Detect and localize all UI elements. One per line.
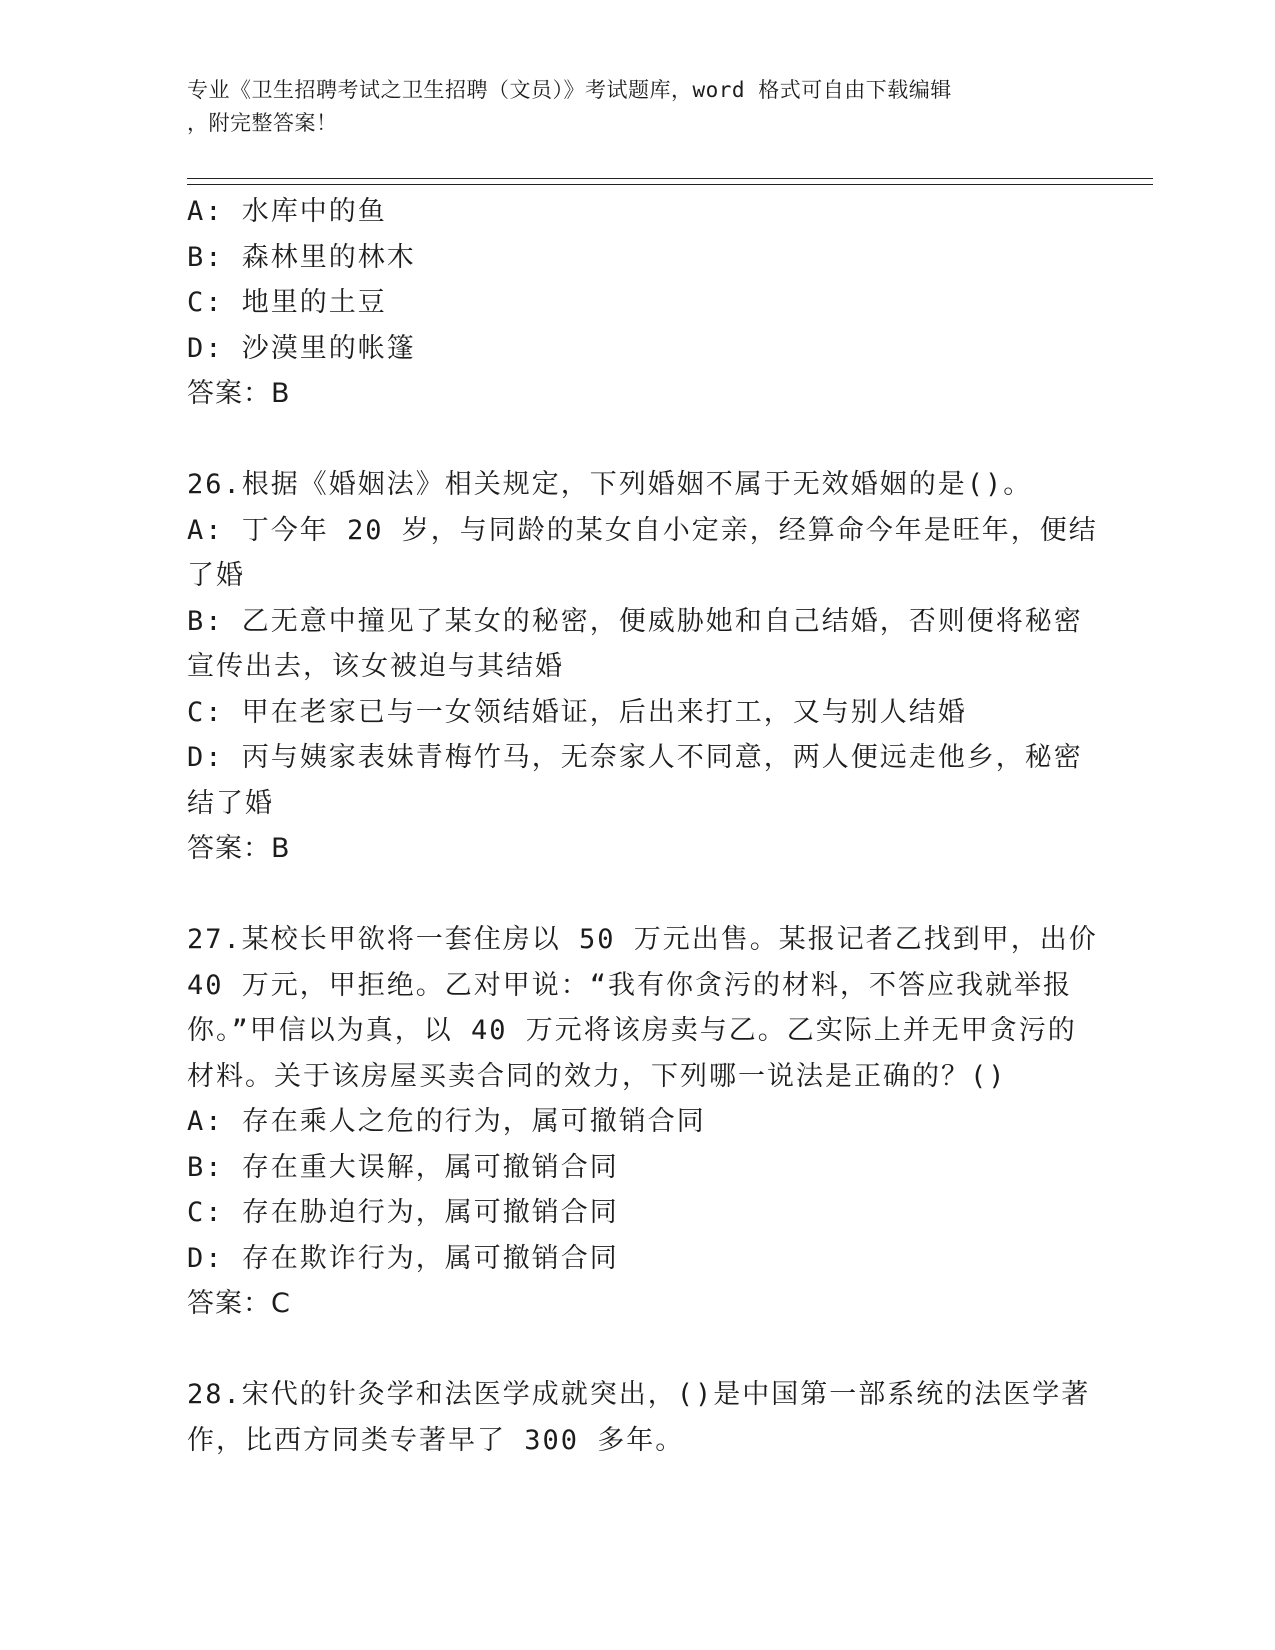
option-c: C: 甲在老家已与一女领结婚证，后出来打工，又与别人结婚 bbox=[187, 696, 967, 728]
option-b: B: 存在重大误解，属可撤销合同 bbox=[187, 1151, 619, 1183]
question-text: 27.某校长甲欲将一套住房以 50 万元出售。某报记者乙找到甲，出价 bbox=[187, 924, 1098, 955]
question-spacer bbox=[187, 872, 1067, 918]
option-a: A: 丁今年 20 岁，与同龄的某女自小定亲，经算命今年是旺年，便结 bbox=[187, 514, 1098, 546]
question-text: 作，比西方同类专著早了 300 多年。 bbox=[187, 1424, 685, 1456]
option-d: D: 存在欺诈行为，属可撤销合同 bbox=[187, 1242, 619, 1274]
option-a: A: 存在乘人之危的行为，属可撤销合同 bbox=[187, 1106, 706, 1137]
answer: 答案：B bbox=[187, 833, 291, 864]
option-a-continued: 了婚 bbox=[187, 560, 245, 591]
option-b: B: 乙无意中撞见了某女的秘密，便威胁她和自己结婚，否则便将秘密 bbox=[187, 605, 1083, 637]
question-text: 28.宋代的针灸学和法医学成就突出，()是中国第一部系统的法医学著 bbox=[187, 1379, 1091, 1410]
option-d-continued: 结了婚 bbox=[187, 787, 274, 819]
question-spacer bbox=[187, 417, 1067, 463]
option-c: C: 地里的土豆 bbox=[187, 287, 387, 318]
question-spacer bbox=[187, 1327, 1067, 1373]
header-divider-top bbox=[187, 178, 1153, 179]
document-header bbox=[187, 74, 1067, 140]
answer: 答案：B bbox=[187, 378, 291, 409]
option-d: D: 沙漠里的帐篷 bbox=[187, 332, 416, 364]
question-25 bbox=[187, 189, 1067, 417]
question-27 bbox=[187, 917, 1098, 1327]
header-divider-bottom bbox=[187, 184, 1153, 185]
header-line-1: 专业《卫生招聘考试之卫生招聘（文员）》考试题库，word 格式可自由下载编辑 bbox=[187, 78, 952, 102]
option-b: B: 森林里的林木 bbox=[187, 241, 416, 273]
header-line-2: ，附完整答案！ bbox=[187, 111, 338, 135]
option-b-continued: 宣传出去，该女被迫与其结婚 bbox=[187, 651, 564, 682]
question-text: 40 万元，甲拒绝。乙对甲说：“我有你贪污的材料，不答应我就举报 bbox=[187, 969, 1073, 1001]
option-c: C: 存在胁迫行为，属可撤销合同 bbox=[187, 1197, 619, 1228]
option-a: A: 水库中的鱼 bbox=[187, 196, 387, 227]
question-text: 你。”甲信以为真，以 40 万元将该房卖与乙。乙实际上并无甲贪污的 bbox=[187, 1015, 1077, 1046]
question-26 bbox=[187, 462, 1098, 872]
question-list bbox=[187, 189, 1098, 1463]
question-text: 材料。关于该房屋买卖合同的效力，下列哪一说法是正确的？() bbox=[187, 1060, 1007, 1092]
question-text: 26.根据《婚姻法》相关规定，下列婚姻不属于无效婚姻的是()。 bbox=[187, 469, 1033, 500]
option-d: D: 丙与姨家表妹青梅竹马，无奈家人不同意，两人便远走他乡，秘密 bbox=[187, 742, 1083, 773]
answer: 答案：C bbox=[187, 1288, 291, 1319]
question-28 bbox=[187, 1372, 1091, 1463]
